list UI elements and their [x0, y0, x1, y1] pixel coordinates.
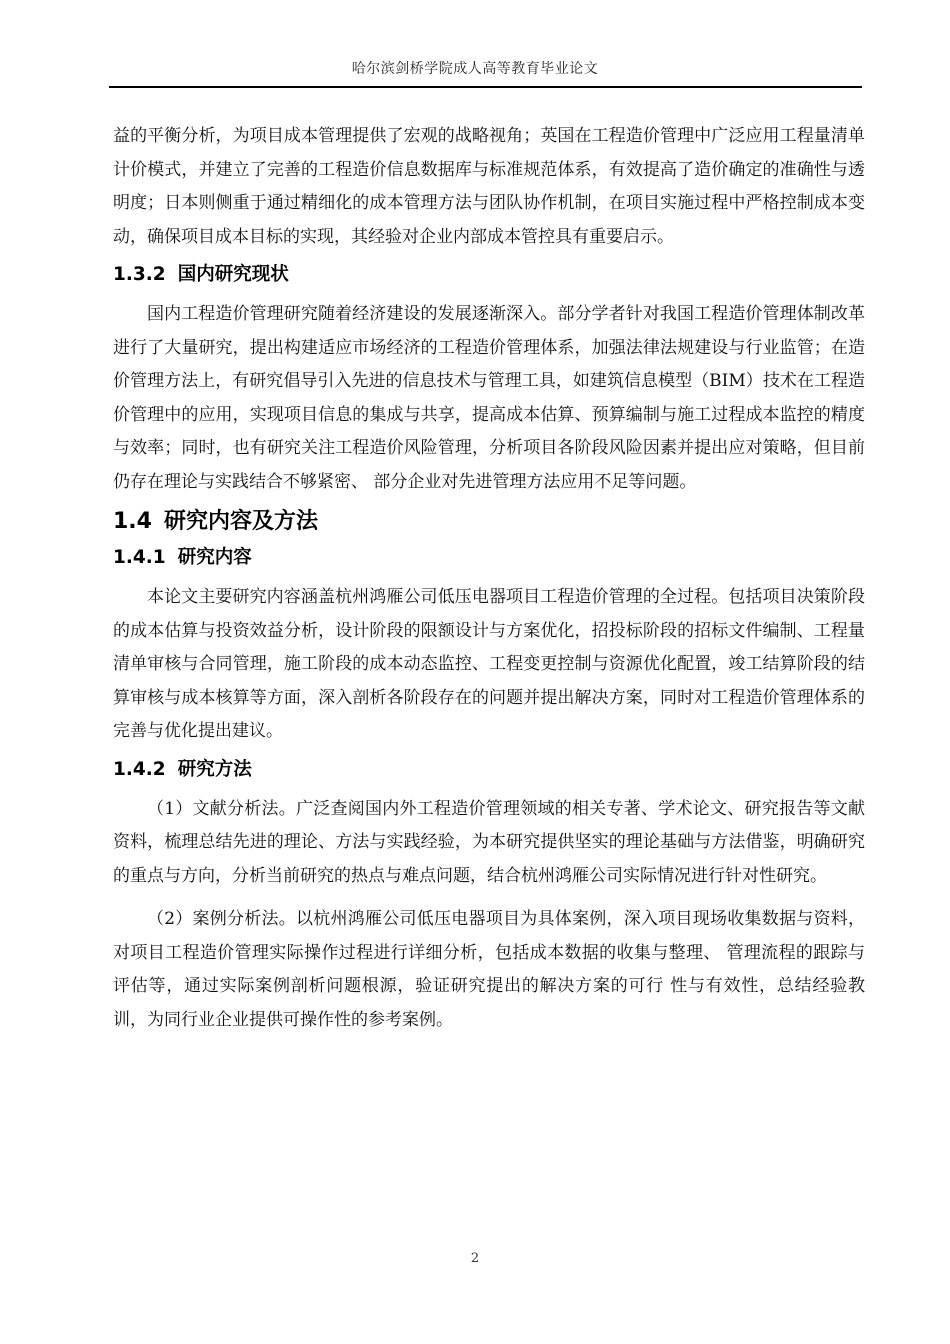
- section-title: 国内研究现状: [177, 264, 289, 285]
- section-heading-1-4-1: [113, 545, 865, 571]
- method-case-paragraph: （2）案例分析法。以杭州鸿雁公司低压电器项目为具体案例，深入项目现场收集数据与资料，对项目工程造价管理实际操作过程进行详细分析，包括成本数据的收集与整理、 管理流程的跟踪与评估等，通过实际案例剖析问题根源，验证研究提出的解决方案的可行 性与有效性，总结经验教训，为同行业企业提供可操作性的参考案例。: [113, 909, 865, 1030]
- section-heading-1-4-2: [113, 757, 865, 783]
- method-literature-paragraph: （1）文献分析法。广泛查阅国内外工程造价管理领域的相关专著、学术论文、研究报告等文献资料，梳理总结先进的理论、方法与实践经验，为本研究提供坚实的理论基础与方法借鉴，明确研究的重点与方向，分析当前研究的热点与难点问题，结合杭州鸿雁公司实际情况进行针对性研究。: [113, 798, 865, 886]
- section-title: 研究内容: [177, 547, 252, 568]
- header-divider: [109, 86, 862, 88]
- continued-paragraph: 益的平衡分析，为项目成本管理提供了宏观的战略视角；英国在工程造价管理中广泛应用工程量清单计价模式，并建立了完善的工程造价信息数据库与标准规范体系，有效提高了造价确定的准确性与透明度；日本则侧重于通过精细化的成本管理方法与团队协作机制，在项目实施过程中严格控制成本变动，确保项目成本目标的实现，其经验对企业内部成本管控具有重要启示。: [113, 126, 865, 247]
- running-header: 哈尔滨剑桥学院成人高等教育毕业论文: [351, 61, 599, 77]
- section-heading-1-4: [113, 507, 865, 537]
- research-content-paragraph: 本论文主要研究内容涵盖杭州鸿雁公司低压电器项目工程造价管理的全过程。包括项目决策阶段的成本估算与投资效益分析，设计阶段的限额设计与方案优化，招投标阶段的招标文件编制、工程量清单审核与合同管理，施工阶段的成本动态监控、工程变更控制与资源优化配置，竣工结算阶段的结算审核与成本核算等方面，深入剖析各阶段存在的问题并提出解决方案，同时对工程造价管理体系的完善与优化提出建议。: [113, 587, 865, 741]
- section-number: 1.4.2: [113, 758, 166, 780]
- section-number: 1.3.2: [113, 264, 166, 285]
- section-heading-1-3-2: [113, 262, 865, 288]
- section-number: 1.4: [113, 509, 152, 534]
- page-number: 2: [470, 1251, 480, 1266]
- section-title: 研究内容及方法: [163, 509, 318, 534]
- section-number: 1.4.1: [113, 547, 166, 568]
- domestic-research-paragraph: 国内工程造价管理研究随着经济建设的发展逐渐深入。部分学者针对我国工程造价管理体制改革进行了大量研究，提出构建适应市场经济的工程造价管理体系，加强法律法规建设与行业监管；在造价管理方法上，有研究倡导引入先进的信息技术与管理工具，如建筑信息模型（BIM）技术在工程造价管理中的应用，实现项目信息的集成与共享，提高成本估算、预算编制与施工过程成本监控的精度与效率；同时，也有研究关注工程造价风险管理，分析项目各阶段风险因素并提出应对策略，但目前仍存在理论与实践结合不够紧密、 部分企业对先进管理方法应用不足等问题。: [113, 304, 865, 492]
- page-body: [113, 120, 865, 1037]
- section-title: 研究方法: [177, 758, 252, 780]
